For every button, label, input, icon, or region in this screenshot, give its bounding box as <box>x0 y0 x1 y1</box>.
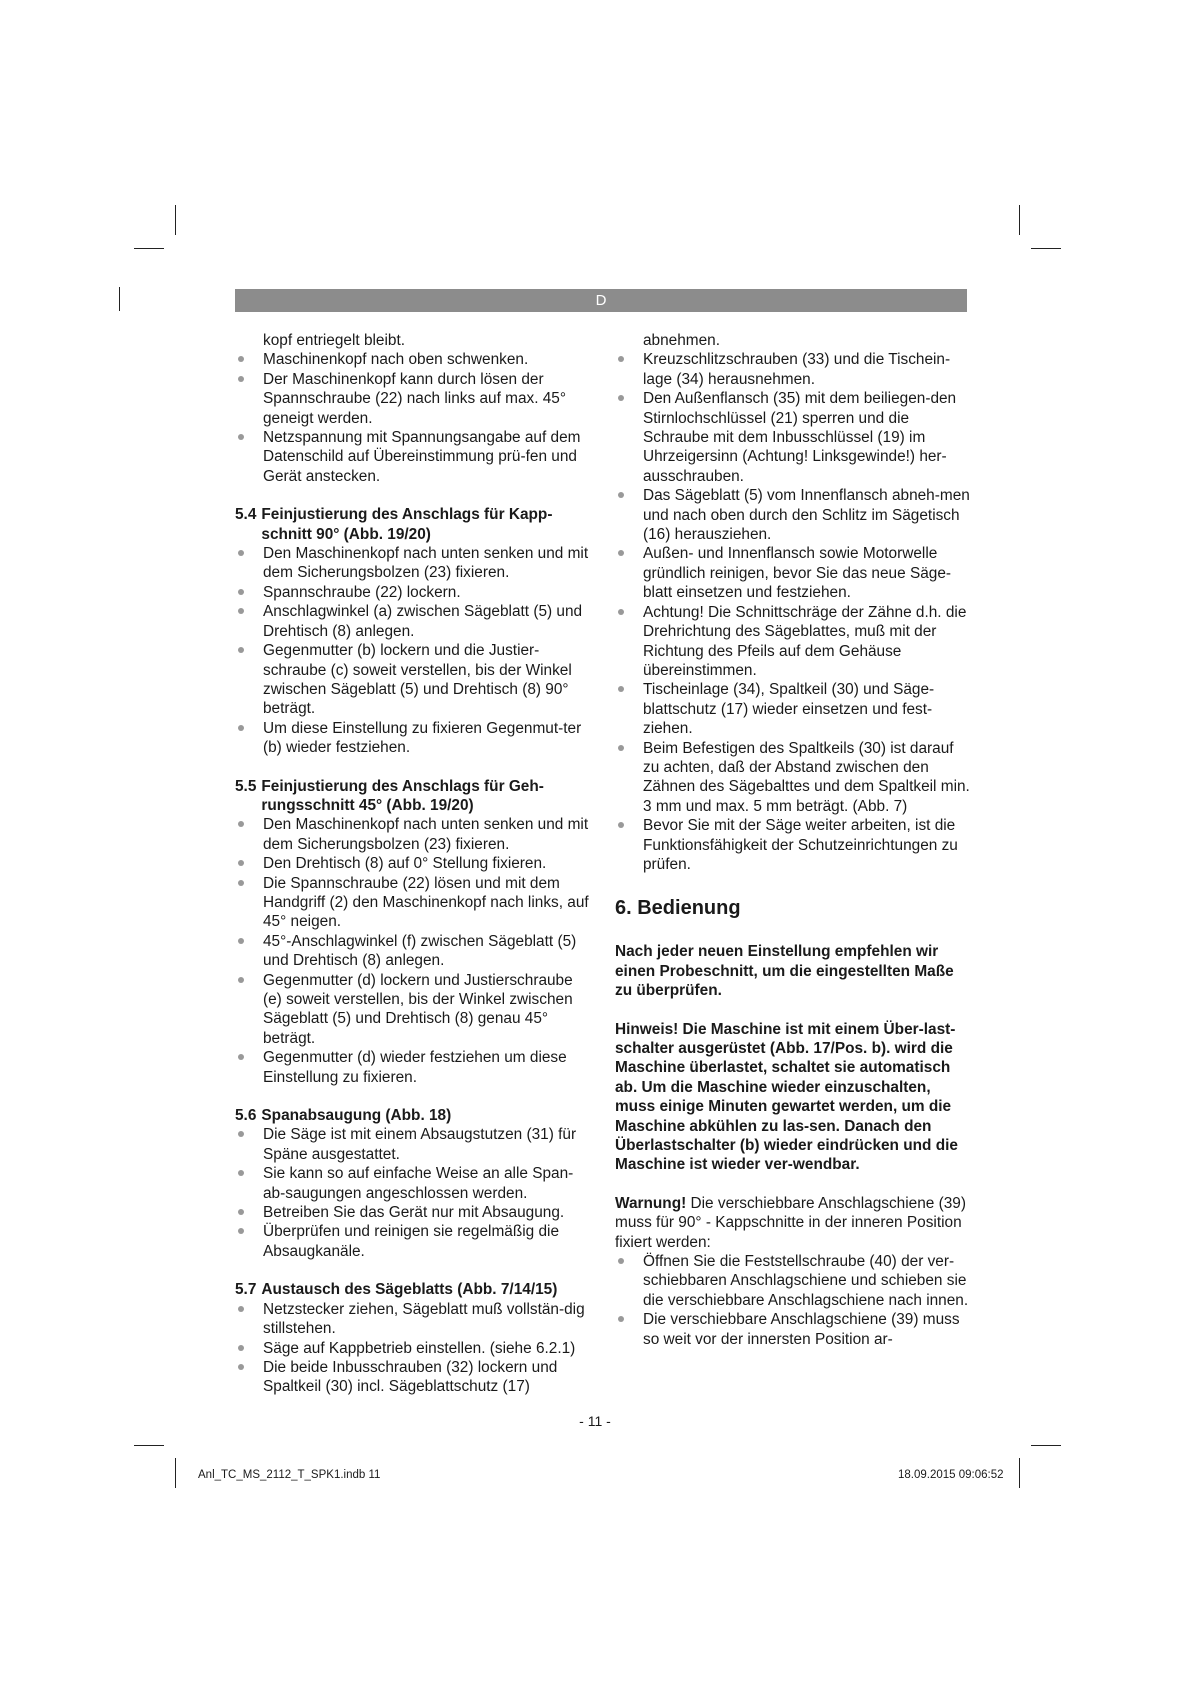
page-number: - 11 - <box>579 1413 611 1429</box>
crop-mark <box>134 1445 164 1446</box>
list-item: Beim Befestigen des Spaltkeils (30) ist darauf zu achten, daß der Abstand zwischen den Zähnen des Sägebalttes und dem Spaltkeil min. 3 mm und max. 5 mm beträgt. (Abb. 7) <box>615 739 970 817</box>
list-item: Den Drehtisch (8) auf 0° Stellung fixieren. <box>235 854 590 873</box>
crop-mark <box>1031 1445 1061 1446</box>
list-item: 45°-Anschlagwinkel (f) zwischen Sägeblatt (5) und Drehtisch (8) anlegen. <box>235 932 590 971</box>
list-item: Anschlagwinkel (a) zwischen Sägeblatt (5) und Drehtisch (8) anlegen. <box>235 602 590 641</box>
list-item: Überprüfen und reinigen sie regelmäßig die Absaugkanäle. <box>235 1222 590 1261</box>
bold-note-test-cut: Nach jeder neuen Einstellung empfehlen wir einen Probeschnitt, um die eingestellten Maße zu überprüfen. <box>615 943 954 1000</box>
left-column <box>235 331 590 1397</box>
list-item: Netzspannung mit Spannungsangabe auf dem Datenschild auf Übereinstimmung prü-fen und Gerät anstecken. <box>235 428 590 486</box>
list-item: Die beide Inbusschrauben (32) lockern und Spaltkeil (30) incl. Sägeblattschutz (17) <box>235 1358 590 1397</box>
list-item: Der Maschinenkopf kann durch lösen der Spannschraube (22) nach links auf max. 45° geneigt werden. <box>235 370 590 428</box>
list-item: Bevor Sie mit der Säge weiter arbeiten, ist die Funktionsfähigkeit der Schutzeinrichtungen zu prüfen. <box>615 816 970 874</box>
crop-mark <box>1019 1458 1020 1488</box>
footer-timestamp: 18.09.2015 09:06:52 <box>898 1469 1004 1481</box>
continuation-text: kopf entriegelt bleibt. <box>263 332 406 349</box>
crop-mark <box>175 1458 176 1488</box>
section-heading-5-4: 5.4 Feinjustierung des Anschlags für Kapp-schnitt 90° (Abb. 19/20) <box>235 506 553 543</box>
list-item: Den Maschinenkopf nach unten senken und mit dem Sicherungsbolzen (23) fixieren. <box>235 544 590 583</box>
warning-paragraph <box>615 1194 970 1252</box>
list-item: Betreiben Sie das Gerät nur mit Absaugung. <box>235 1203 590 1222</box>
list-item: Säge auf Kappbetrieb einstellen. (siehe 6.2.1) <box>235 1339 590 1358</box>
list-item: Spannschraube (22) lockern. <box>235 583 590 602</box>
crop-mark <box>119 287 120 311</box>
blade-change-list <box>615 350 970 874</box>
section-5-5-list <box>235 815 590 1087</box>
list-item: Gegenmutter (d) wieder festziehen um diese Einstellung zu fixieren. <box>235 1048 590 1087</box>
list-item: Das Sägeblatt (5) vom Innenflansch abneh-men und nach oben durch den Schlitz im Sägetisch (16) herausziehen. <box>615 486 970 544</box>
list-item: Achtung! Die Schnittschräge der Zähne d.h. die Drehrichtung des Sägeblattes, muß mit der Richtung des Pfeils auf dem Gehäuse übereinstimmen. <box>615 603 970 681</box>
section-5-7-list <box>235 1300 590 1397</box>
list-item: Kreuzschlitzschrauben (33) und die Tischein-lage (34) herausnehmen. <box>615 350 970 389</box>
list-item: Sie kann so auf einfache Weise an alle Span-ab-saugungen angeschlossen werden. <box>235 1164 590 1203</box>
section-heading-5-6: 5.6 Spanabsaugung (Abb. 18) <box>235 1107 452 1125</box>
list-item: Gegenmutter (b) lockern und die Justier-schraube (c) soweit verstellen, bis der Winkel zwischen Sägeblatt (5) und Drehtisch (8) 90° beträgt. <box>235 641 590 719</box>
warning-label: Warnung! <box>615 1194 687 1212</box>
crop-mark <box>134 248 164 249</box>
list-item: Die Spannschraube (22) lösen und mit dem Handgriff (2) den Maschinenkopf nach links, auf 45° neigen. <box>235 874 590 932</box>
footer-filename: Anl_TC_MS_2112_T_SPK1.indb 11 <box>198 1469 381 1481</box>
continuation-text: abnehmen. <box>643 332 721 349</box>
section-heading-6: 6. Bedienung <box>615 897 741 920</box>
bold-note-overload: Hinweis! Die Maschine ist mit einem Über-last-schalter ausgerüstet (Abb. 17/Pos. b). wird die Maschine überlastet, schaltet sie automatisch ab. Um die Maschine wieder einzuschalten, muss einige Minuten gewartet werden, um die Maschine abkühlen zu las-sen. Danach den Überlastschalter (b) wieder eindrücken und die Maschine ist wieder ver-wendbar. <box>615 1020 958 1174</box>
warning-list <box>615 1252 970 1349</box>
language-code: D <box>595 292 607 309</box>
list-item: Die verschiebbare Anschlagschiene (39) muss so weit vor der innersten Position ar- <box>615 1310 970 1349</box>
list-item: Tischeinlage (34), Spaltkeil (30) und Säge-blattschutz (17) wieder einsetzen und fest-ziehen. <box>615 680 970 738</box>
right-column <box>615 331 970 1349</box>
warning-text: Die verschiebbare Anschlagschiene (39) muss für 90° - Kappschnitte in der inneren Position fixiert werden: <box>615 1194 966 1251</box>
list-item: Maschinenkopf nach oben schwenken. <box>235 350 590 369</box>
section-5-6-list <box>235 1125 590 1261</box>
list-item: Netzstecker ziehen, Sägeblatt muß vollstän-dig stillstehen. <box>235 1300 590 1339</box>
list-item: Den Maschinenkopf nach unten senken und mit dem Sicherungsbolzen (23) fixieren. <box>235 815 590 854</box>
section-heading-5-5: 5.5 Feinjustierung des Anschlags für Geh-rungsschnitt 45° (Abb. 19/20) <box>235 777 544 814</box>
crop-mark <box>1031 248 1061 249</box>
list-item: Öffnen Sie die Feststellschraube (40) der ver-schiebbaren Anschlagschiene und schieben sie die verschiebbare Anschlagschiene nach innen. <box>615 1252 970 1310</box>
list-item: Außen- und Innenflansch sowie Motorwelle gründlich reinigen, bevor Sie das neue Säge-blatt einsetzen und festziehen. <box>615 544 970 602</box>
list-item: Den Außenflansch (35) mit dem beiliegen-den Stirnlochschlüssel (21) sperren und die Schraube mit dem Inbusschlüssel (19) im Uhrzeigersinn (Achtung! Linksgewinde!) her-ausschrauben. <box>615 389 970 486</box>
section-heading-5-7: 5.7 Austausch des Sägeblatts (Abb. 7/14/15) <box>235 1281 558 1299</box>
language-header-bar <box>235 289 967 312</box>
list-item: Die Säge ist mit einem Absaugstutzen (31) für Späne ausgestattet. <box>235 1125 590 1164</box>
list-item: Um diese Einstellung zu fixieren Gegenmut-ter (b) wieder festziehen. <box>235 719 590 758</box>
list-item: Gegenmutter (d) lockern und Justierschraube (e) soweit verstellen, bis der Winkel zwischen Sägeblatt (5) und Drehtisch (8) genau 45° beträgt. <box>235 971 590 1049</box>
crop-mark <box>1019 205 1020 235</box>
section-5-4-list <box>235 544 590 757</box>
intro-list <box>235 350 590 486</box>
crop-mark <box>175 205 176 235</box>
